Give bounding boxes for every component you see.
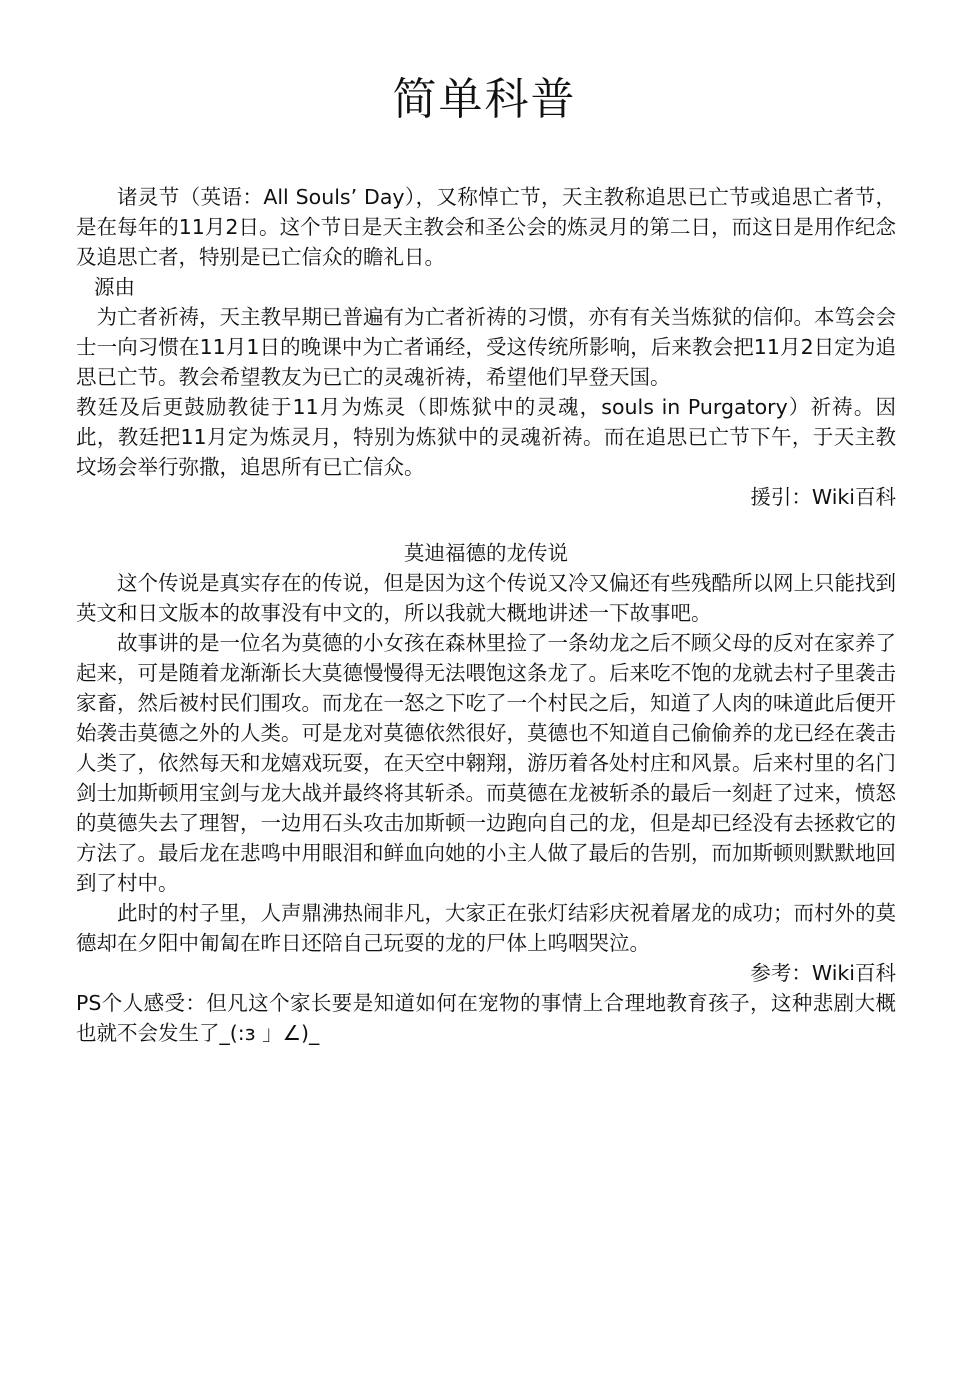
legend-story-paragraph: 故事讲的是一位名为莫德的小女孩在森林里捡了一条幼龙之后不顾父母的反对在家养了起来，可是随着龙渐渐长大莫德慢慢得无法喂饱这条龙了。后来吃不饱的龙就去村子里袭击家畜，然后被村民们围攻。而龙在一怒之下吃了一个村民之后，知道了人肉的味道此后便开始袭击莫德之外的人类。可是龙对莫德依然很好，莫德也不知道自己偷偷养的龙已经在袭击人类了，依然每天和龙嬉戏玩耍，在天空中翱翔，游历着各处村庄和风景。后来村里的名门剑士加斯顿用宝剑与龙大战并最终将其斩杀。而莫德在龙被斩杀的最后一刻赶了过来，愤怒的莫德失去了理智，一边用石头攻击加斯顿一边跑向自己的龙，但是却已经没有去拯救它的方法了。最后龙在悲鸣中用眼泪和鲜血向她的小主人做了最后的告别，而加斯顿则默默地回到了村中。 (76, 631, 896, 895)
page-title: 简单科普 (392, 74, 577, 125)
legend-ending-paragraph: 此时的村子里，人声鼎沸热闹非凡，大家正在张灯结彩庆祝着屠龙的成功；而村外的莫德却在夕阳中匍匐在昨日还陪自己玩耍的龙的尸体上呜咽哭泣。 (76, 901, 896, 955)
origin-paragraph: 为亡者祈祷，天主教早期已普遍有为亡者祈祷的习惯，亦有有关当炼狱的信仰。本笃会会士一向习惯在11月1日的晚课中为亡者诵经，受这传统所影响，后来教会把11月2日定为追思已亡节。教会希望教友为已亡的灵魂祈祷，希望他们早登天国。 (76, 305, 896, 389)
citation-wiki-2: 参考：Wiki百科 (750, 961, 896, 985)
purgatory-paragraph: 教廷及后更鼓励教徒于11月为炼灵（即炼狱中的灵魂，souls in Purgatory）祈祷。因此，教廷把11月定为炼灵月，特别为炼狱中的灵魂祈祷。而在追思已亡节下午，于天主教坟场会举行弥撒，追思所有已亡信众。 (76, 395, 896, 479)
origin-label: 源由 (94, 275, 135, 299)
section-all-souls-day (76, 182, 896, 512)
section-dragon-legend (76, 538, 896, 1048)
citation-wiki-1: 援引：Wiki百科 (750, 485, 896, 509)
ps-note: PS个人感受：但凡这个家长要是知道如何在宠物的事情上合理地教育孩子，这种悲剧大概也就不会发生了_(:з 」∠)_ (76, 991, 896, 1045)
legend-intro-paragraph: 这个传说是真实存在的传说，但是因为这个传说又冷又偏还有些残酷所以网上只能找到英文和日文版本的故事没有中文的，所以我就大概地讲述一下故事吧。 (76, 571, 896, 625)
intro-paragraph: 诸灵节（英语：All Souls’ Day），又称悼亡节，天主教称追思已亡节或追思亡者节，是在每年的11月2日。这个节日是天主教会和圣公会的炼灵月的第二日，而这日是用作纪念及追思亡者，特别是已亡信众的瞻礼日。 (76, 185, 896, 269)
section-subtitle: 莫迪福德的龙传说 (404, 541, 568, 565)
